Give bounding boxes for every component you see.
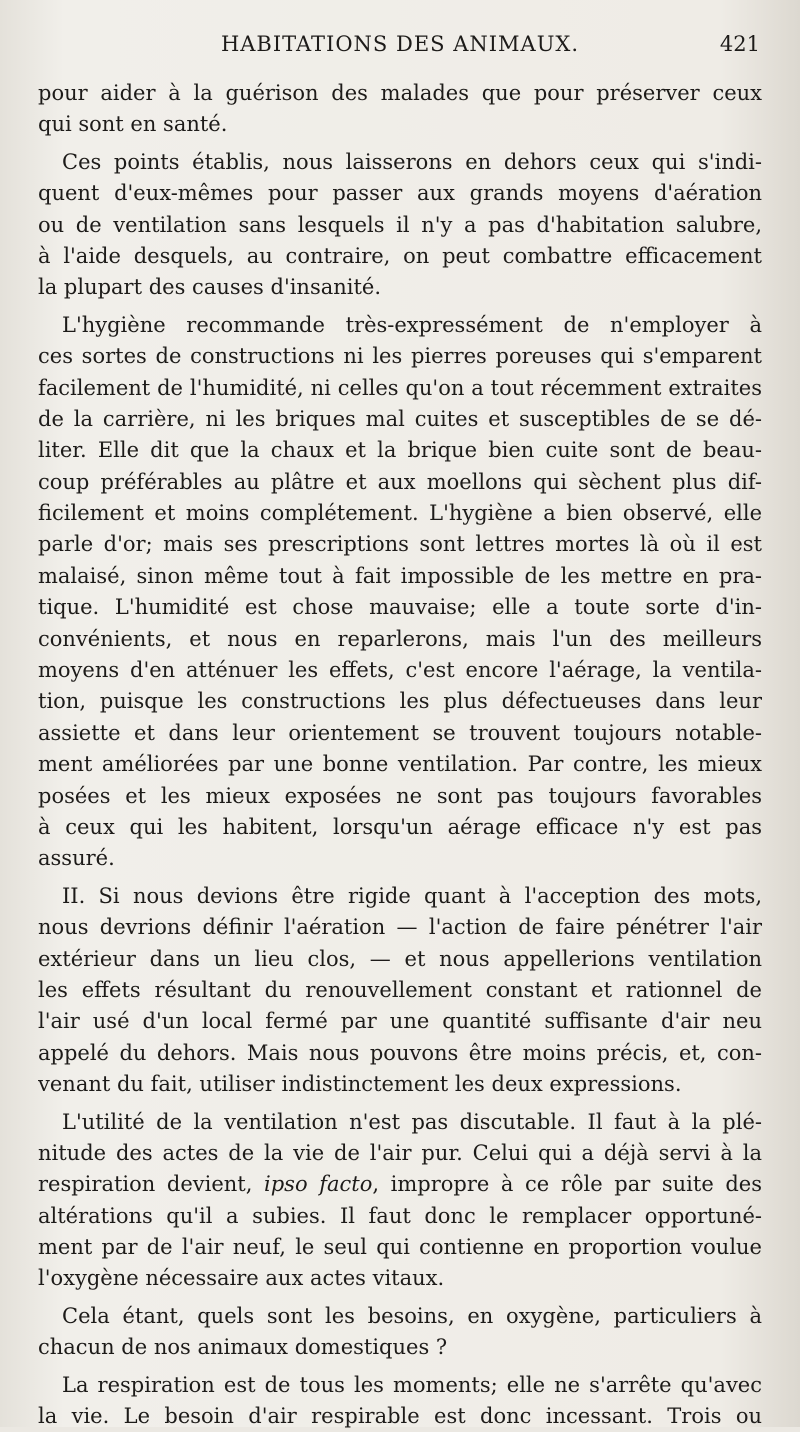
- paragraph: [38, 147, 762, 304]
- text-line: quent d'eux-mêmes pour passer aux grands moyens d'aération: [38, 181, 762, 206]
- paragraph: [38, 1301, 762, 1364]
- text-line: L'hygiène recommande très-expressément de n'employer à: [62, 312, 762, 337]
- text-line: convénients, et nous en reparlerons, mais l'un des meilleurs: [38, 626, 762, 651]
- text-line: Cela étant, quels sont les besoins, en oxygène, particuliers à: [62, 1303, 762, 1328]
- text-line: nitude des actes de la vie de l'air pur. Celui qui a déjà servi à la: [38, 1140, 762, 1165]
- page-header: [0, 30, 800, 66]
- text-line: extérieur dans un lieu clos, — et nous appellerions ventilation: [38, 946, 762, 971]
- text-line: venant du fait, utiliser indistinctement les deux expressions.: [38, 1072, 682, 1097]
- text-line: appelé du dehors. Mais nous pouvons être moins précis, et, con-: [38, 1040, 762, 1065]
- text-line: de la carrière, ni les briques mal cuites et susceptibles de se dé-: [38, 406, 762, 431]
- text-line: moyens d'en atténuer les effets, c'est encore l'aérage, la ventila-: [38, 658, 762, 683]
- paragraph: [38, 1370, 762, 1432]
- text-line: facilement de l'humidité, ni celles qu'on a tout récemment extraites: [38, 375, 762, 400]
- text-line: posées et les mieux exposées ne sont pas toujours favorables: [38, 783, 762, 808]
- text-line: assuré.: [38, 846, 115, 871]
- text-line: qui sont en santé.: [38, 112, 228, 137]
- page-number: 421: [719, 32, 760, 56]
- text-line: coup préférables au plâtre et aux moellons qui sèchent plus dif-: [38, 469, 762, 494]
- text-line: ment améliorées par une bonne ventilation. Par contre, les mieux: [38, 752, 762, 777]
- paragraph: [38, 78, 762, 141]
- text-line: ficilement et moins complétement. L'hygiène a bien observé, elle: [38, 501, 762, 526]
- text-line: la plupart des causes d'insanité.: [38, 275, 382, 300]
- body-text: [38, 78, 762, 1432]
- text-line: nous devrions définir l'aération — l'action de faire pénétrer l'air: [38, 915, 762, 940]
- paragraph: [38, 310, 762, 875]
- text-line: respiration devient, ipso facto, impropre à ce rôle par suite des: [38, 1172, 762, 1197]
- text-line: pour aider à la guérison des malades que pour préserver ceux: [38, 81, 762, 105]
- text-line: malaisé, sinon même tout à fait impossible de les mettre en pra-: [38, 563, 762, 588]
- text-line: les effets résultant du renouvellement constant et rationnel de: [38, 977, 762, 1002]
- text-line: ment par de l'air neuf, le seul qui contienne en proportion voulue: [38, 1235, 762, 1260]
- text-line: II. Si nous devions être rigide quant à l'acception des mots,: [62, 883, 762, 908]
- text-line: chacun de nos animaux domestiques ?: [38, 1335, 448, 1360]
- text-line: la vie. Le besoin d'air respirable est donc incessant. Trois ou: [38, 1404, 762, 1429]
- running-title: HABITATIONS DES ANIMAUX.: [220, 32, 580, 56]
- text-line: l'oxygène nécessaire aux actes vitaux.: [38, 1266, 445, 1291]
- text-line: tion, puisque les constructions les plus défectueuses dans leur: [38, 689, 762, 714]
- text-line: liter. Elle dit que la chaux et la brique bien cuite sont de beau-: [38, 438, 762, 463]
- text-line: altérations qu'il a subies. Il faut donc le remplacer opportuné-: [38, 1203, 762, 1228]
- text-line: Ces points établis, nous laisserons en dehors ceux qui s'indi-: [62, 149, 762, 174]
- text-line: assiette et dans leur orientement se trouvent toujours notable-: [38, 720, 762, 745]
- text-line: parle d'or; mais ses prescriptions sont lettres mortes là où il est: [38, 532, 762, 557]
- paragraph: [38, 1107, 762, 1295]
- text-line: à l'aide desquels, au contraire, on peut combattre efficacement: [38, 243, 762, 268]
- text-line: ces sortes de constructions ni les pierres poreuses qui s'emparent: [38, 344, 762, 369]
- text-line: ou de ventilation sans lesquels il n'y a pas d'habitation salubre,: [38, 212, 762, 237]
- paragraph: [38, 881, 762, 1101]
- text-line: tique. L'humidité est chose mauvaise; elle a toute sorte d'in-: [38, 595, 762, 620]
- text-line: l'air usé d'un local fermé par une quantité suffisante d'air neu: [38, 1009, 762, 1034]
- text-line: L'utilité de la ventilation n'est pas discutable. Il faut à la plé-: [62, 1109, 762, 1134]
- text-line: à ceux qui les habitent, lorsqu'un aérage efficace n'y est pas: [38, 814, 762, 839]
- text-line: La respiration est de tous les moments; elle ne s'arrête qu'avec: [62, 1372, 762, 1397]
